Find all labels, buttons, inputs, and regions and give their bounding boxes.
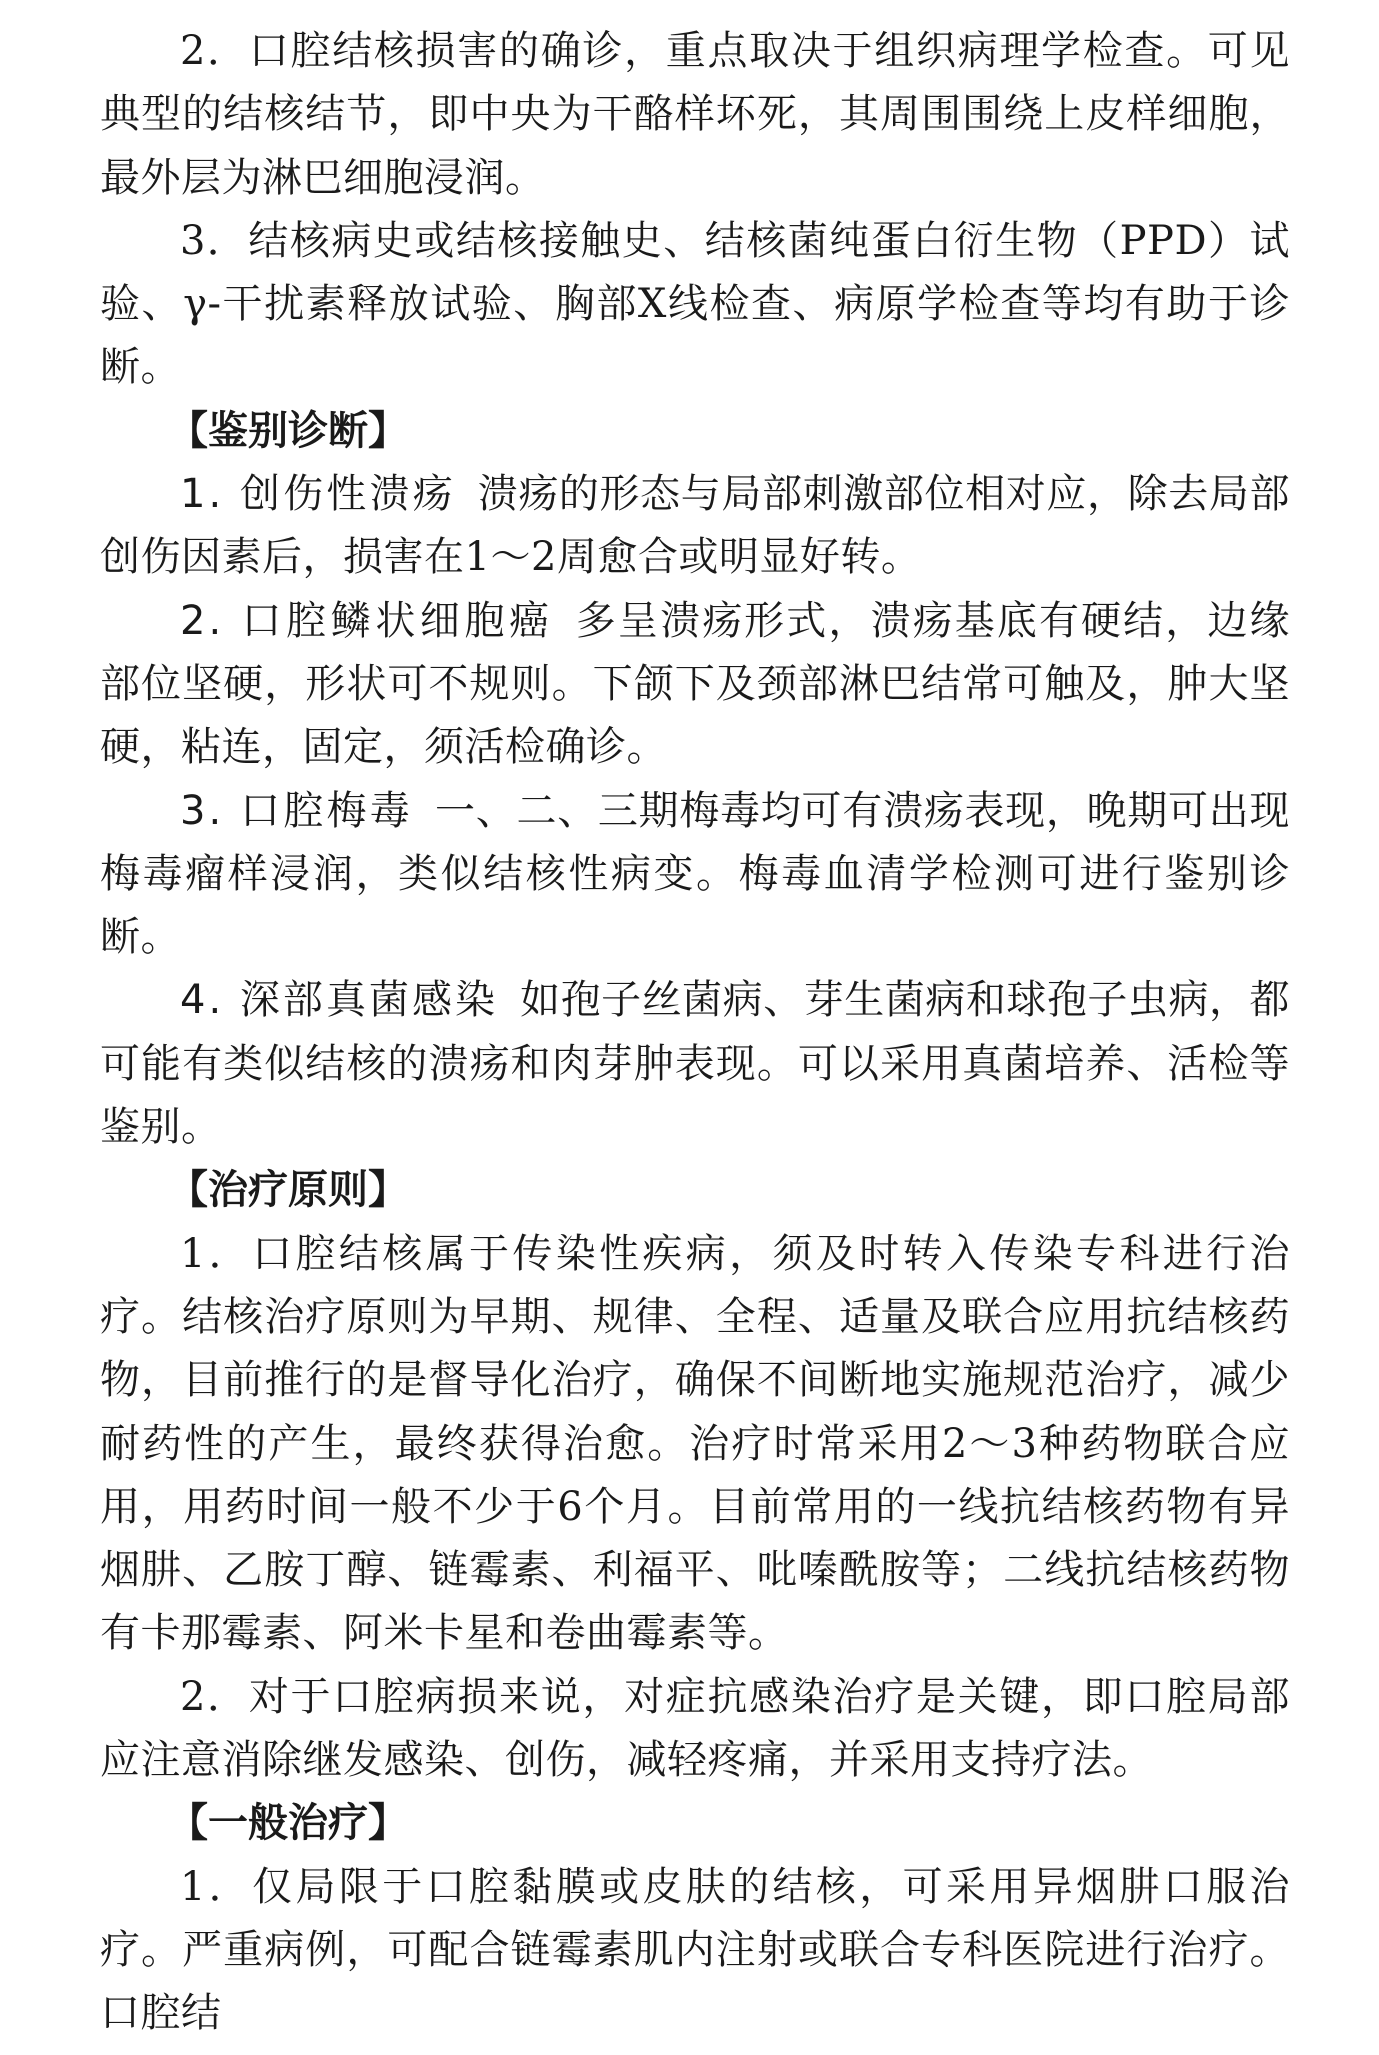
paragraph-text: 如孢子丝菌病、芽生菌病和球孢子虫病，都可能有类似结核的溃疡和肉芽肿表现。可以采用真菌培养、活检等鉴别。: [100, 977, 1291, 1151]
term-label: 4. 深部真菌感染: [180, 977, 499, 1024]
paragraph-oral-syphilis: [100, 780, 1290, 970]
term-label: 3. 口腔梅毒: [180, 787, 414, 834]
paragraph-text: 2．对于口腔病损来说，对症抗感染治疗是关键，即口腔局部应注意消除继发感染、创伤，减轻疼痛，并采用支持疗法。: [100, 1673, 1290, 1784]
paragraph-diagnosis-3: [100, 210, 1290, 400]
paragraph-diagnosis-2: [100, 20, 1290, 210]
paragraph-deep-fungal-infection: [100, 969, 1290, 1159]
term-label: 2. 口腔鳞状细胞癌: [180, 597, 554, 644]
paragraph-traumatic-ulcer: [100, 463, 1290, 590]
section-heading-treatment-principles: 【治疗原则】: [168, 1167, 408, 1214]
paragraph-text: 一、二、三期梅毒均可有溃疡表现，晚期可出现梅毒瘤样浸润，类似结核性病变。梅毒血清学检测可进行鉴别诊断。: [100, 787, 1291, 961]
paragraph-text: 多呈溃疡形式，溃疡基底有硬结，边缘部位坚硬，形状可不规则。下颌下及颈部淋巴结常可触及，肿大坚硬，粘连，固定，须活检确诊。: [100, 597, 1290, 771]
paragraph-text: 溃疡的形态与局部刺激部位相对应，除去局部创伤因素后，损害在1～2周愈合或明显好转。: [100, 471, 1290, 581]
paragraph-general-treatment-1: [100, 1856, 1290, 2046]
paragraph-text: 1．口腔结核属于传染性疾病，须及时转入传染专科进行治疗。结核治疗原则为早期、规律、全程、适量及联合应用抗结核药物，目前推行的是督导化治疗，确保不间断地实施规范治疗，减少耐药性的产生，最终获得治愈。治疗时常采用2～3种药物联合应用，用药时间一般不少于6个月。目前常用的一线抗结核药物有异烟肼、乙胺丁醇、链霉素、利福平、吡嗪酰胺等；二线抗结核药物有卡那霉素、阿米卡星和卷曲霉素等。: [100, 1230, 1290, 1657]
paragraph-text: 1．仅局限于口腔黏膜或皮肤的结核，可采用异烟肼口服治疗。严重病例，可配合链霉素肌内注射或联合专科医院进行治疗。口腔结: [100, 1863, 1290, 2037]
section-heading-general-treatment: 【一般治疗】: [168, 1800, 408, 1847]
section-heading-differential-diagnosis: 【鉴别诊断】: [168, 407, 408, 454]
paragraph-text: 2．口腔结核损害的确诊，重点取决于组织病理学检查。可见典型的结核结节，即中央为干酪样坏死，其周围围绕上皮样细胞，最外层为淋巴细胞浸润。: [100, 28, 1290, 201]
document-page: [100, 20, 1290, 2046]
paragraph-squamous-cell-carcinoma: [100, 590, 1290, 780]
term-label: 1. 创伤性溃疡: [180, 471, 456, 518]
paragraph-text: 3．结核病史或结核接触史、结核菌纯蛋白衍生物（PPD）试验、γ-干扰素释放试验、胸部X线检查、病原学检查等均有助于诊断。: [100, 217, 1290, 391]
paragraph-treatment-1: [100, 1223, 1290, 1666]
paragraph-treatment-2: [100, 1666, 1290, 1793]
